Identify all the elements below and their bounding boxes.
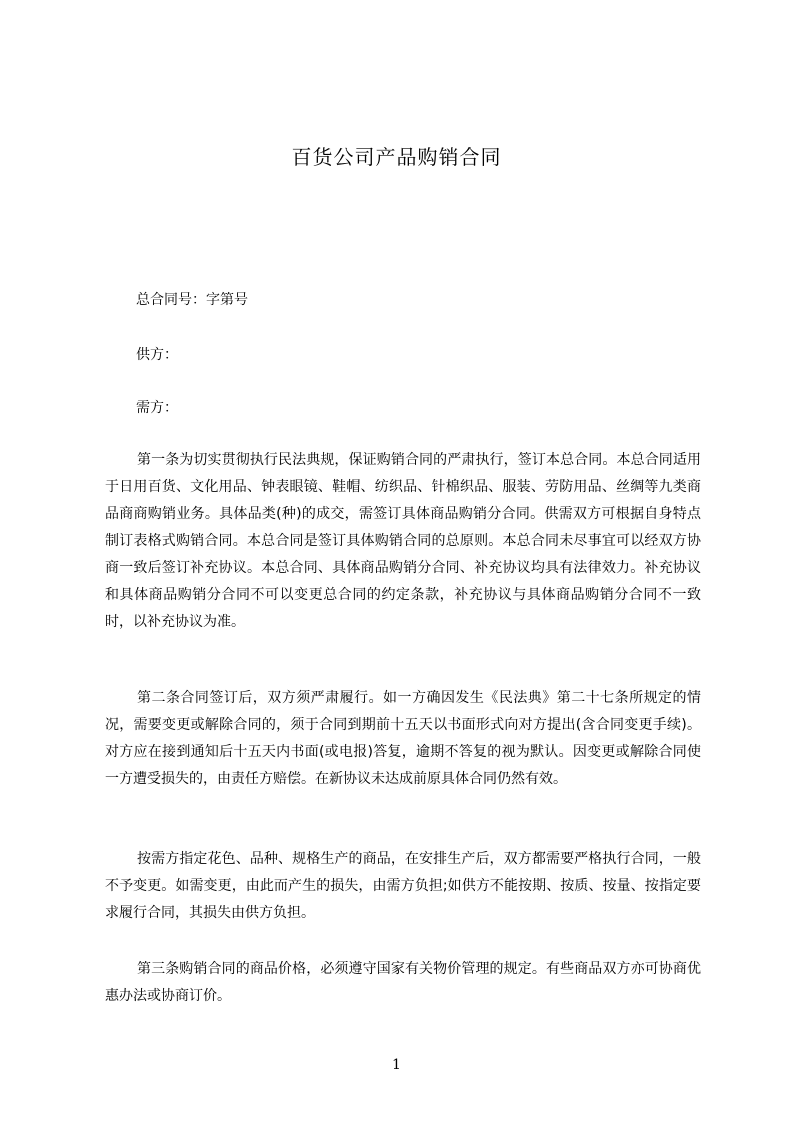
document-title: 百货公司产品购销合同	[291, 145, 502, 169]
article-3-paragraph: 第三条购销合同的商品价格，必须遵守国家有关物价管理的规定。有些商品双方亦可协商优惠办法或协商订价。	[105, 961, 701, 1004]
article-1-paragraph: 第一条为切实贯彻执行民法典规，保证购销合同的严肃执行，签订本总合同。本总合同适用于日用百货、文化用品、钟表眼镜、鞋帽、纺织品、针棉织品、服装、劳防用品、丝绸等九类商品商商购销业务。具体品类(种)的成交，需签订具体商品购销分合同。供需双方可根据自身特点制订表格式购销合同。本总合同是签订具体购销合同的总原则。本总合同未尽事宜可以经双方协商一致后签订补充协议。本总合同、具体商品购销分合同、补充协议均具有法律效力。补充协议和具体商品购销分合同不可以变更总合同的约定条款，补充协议与具体商品购销分合同不一致时，以补充协议为准。	[105, 452, 701, 630]
page-number: 1	[392, 1057, 401, 1073]
contract-number-field: 总合同号：字第号	[136, 292, 248, 308]
custom-production-paragraph: 按需方指定花色、品种、规格生产的商品，在安排生产后，双方都需要严格执行合同，一般不予变更。如需变更，由此而产生的损失，由需方负担;如供方不能按期、按质、按量、按指定要求履行合同，其损失由供方负担。	[105, 851, 701, 921]
article-2-paragraph: 第二条合同签订后，双方须严肃履行。如一方确因发生《民法典》第二十七条所规定的情况，需要变更或解除合同的，须于合同到期前十五天以书面形式向对方提出(含合同变更手续)。对方应在接到通知后十五天内书面(或电报)答复，逾期不答复的视为默认。因变更或解除合同使一方遭受损失的，由责任方赔偿。在新协议未达成前原具体合同仍然有效。	[105, 690, 701, 787]
buyer-field: 需方：	[136, 400, 178, 416]
supplier-field: 供方：	[136, 347, 178, 363]
